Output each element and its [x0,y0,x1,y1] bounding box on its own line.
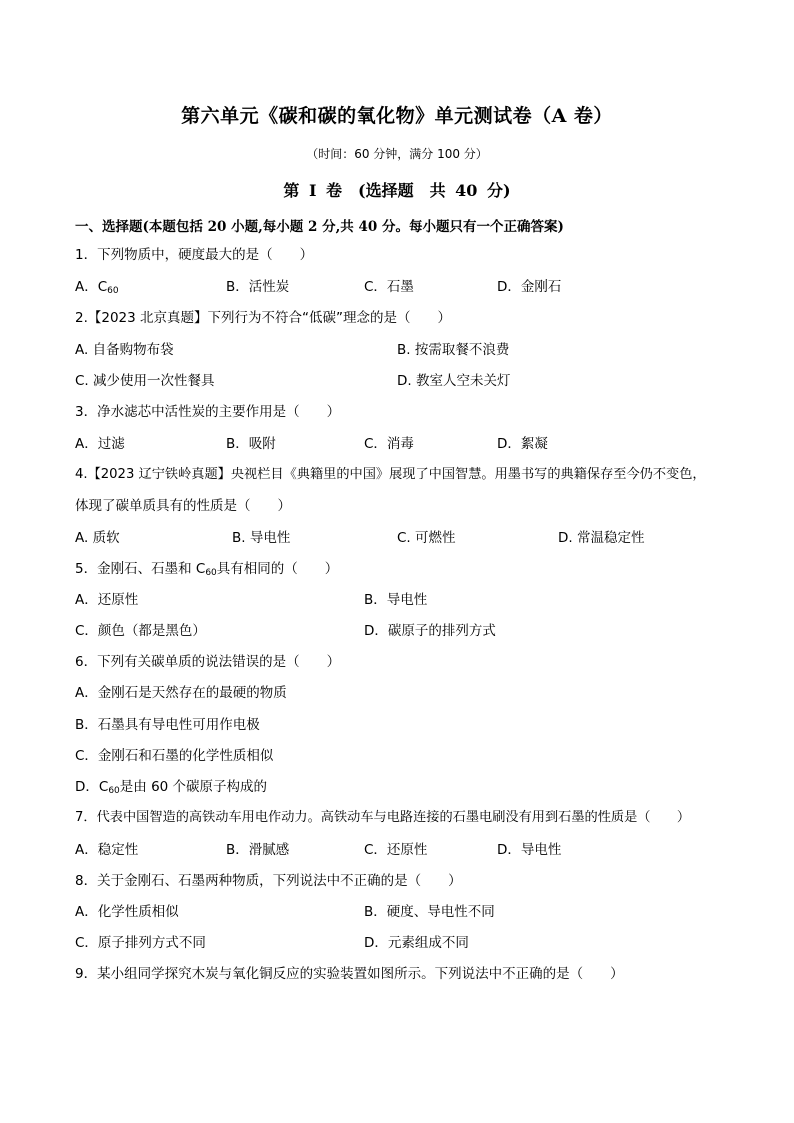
question-2-option-b: B. 按需取餐不浪费 [397,342,510,358]
question-3-option-c: C．消毒 [364,436,414,452]
question-3-option-d: D．絮凝 [497,436,548,452]
question-2-option-d: D. 教室人空未关灯 [397,373,511,389]
question-5-option-a: A．还原性 [75,592,139,608]
question-4-option-c: C. 可燃性 [397,530,456,546]
question-3-option-a: A．过滤 [75,436,125,452]
question-6-option-c: C．金刚石和石墨的化学性质相似 [75,748,274,764]
question-7-option-a: A．稳定性 [75,842,139,858]
question-7-option-b: B．滑腻感 [226,842,290,858]
question-2-stem: 2.【2023 北京真题】下列行为不符合“低碳”理念的是（ ） [75,310,452,326]
question-4-option-a: A. 质软 [75,530,120,546]
question-6-option-b: B．石墨具有导电性可用作电极 [75,717,260,733]
exam-time-info: （时间：60 分钟，满分 100 分） [306,147,488,161]
question-5-option-d: D．碳原子的排列方式 [364,623,496,639]
part-title: 第 I 卷 (选择题 共 40 分) [283,181,511,200]
question-8-stem: 8．关于金刚石、石墨两种物质，下列说法中不正确的是（ ） [75,873,462,889]
question-1-option-d: D．金刚石 [497,279,562,295]
question-7-stem: 7．代表中国智造的高铁动车用电作动力。高铁动车与电路连接的石墨电刷没有用到石墨的性质是（ ） [75,810,691,825]
question-7-option-d: D．导电性 [497,842,562,858]
question-5-option-b: B．导电性 [364,592,428,608]
question-8-option-c: C．原子排列方式不同 [75,935,206,951]
question-5-stem: 5．金刚石、石墨和 $C_{60}$具有相同的（ ） [75,561,339,578]
question-8-option-b: B．硬度、导电性不同 [364,904,495,920]
question-2-option-c: C. 减少使用一次性餐具 [75,373,215,389]
question-4-stem-line-2: 体现了碳单质具有的性质是（ ） [75,498,291,514]
question-1-stem: 1．下列物质中，硬度最大的是（ ） [75,247,314,263]
question-9-stem: 9．某小组同学探究木炭与氧化铜反应的实验装置如图所示。下列说法中不正确的是（ ） [75,966,624,982]
question-7-option-c: C．还原性 [364,842,428,858]
question-8-option-a: A．化学性质相似 [75,904,179,920]
section-heading: 一、选择题(本题包括 20 小题,每小题 2 分,共 40 分。每小题只有一个正确答案) [75,219,564,235]
question-3-option-b: B．吸附 [226,436,276,452]
question-8-option-d: D．元素组成不同 [364,935,469,951]
question-1-option-c: C．石墨 [364,279,414,295]
question-1-option-b: B．活性炭 [226,279,290,295]
question-4-option-d: D. 常温稳定性 [558,530,645,546]
question-1-option-a: A．$C_{60}$ [75,279,119,296]
page-title: 第六单元《碳和碳的氧化物》单元测试卷（A 卷） [181,105,613,127]
question-6-stem: 6．下列有关碳单质的说法错误的是（ ） [75,654,341,670]
question-3-stem: 3．净水滤芯中活性炭的主要作用是（ ） [75,404,341,420]
question-4-option-b: B. 导电性 [232,530,291,546]
question-2-option-a: A. 自备购物布袋 [75,342,174,358]
question-4-stem-line-1: 4.【2023 辽宁铁岭真题】央视栏目《典籍里的中国》展现了中国智慧。用墨书写的典籍保存至今仍不变色， [75,467,706,482]
question-6-option-d: D．$C_{60}$是由 60 个碳原子构成的 [75,779,268,796]
question-5-option-c: C．颜色（都是黑色） [75,623,206,639]
question-6-option-a: A．金刚石是天然存在的最硬的物质 [75,685,287,701]
